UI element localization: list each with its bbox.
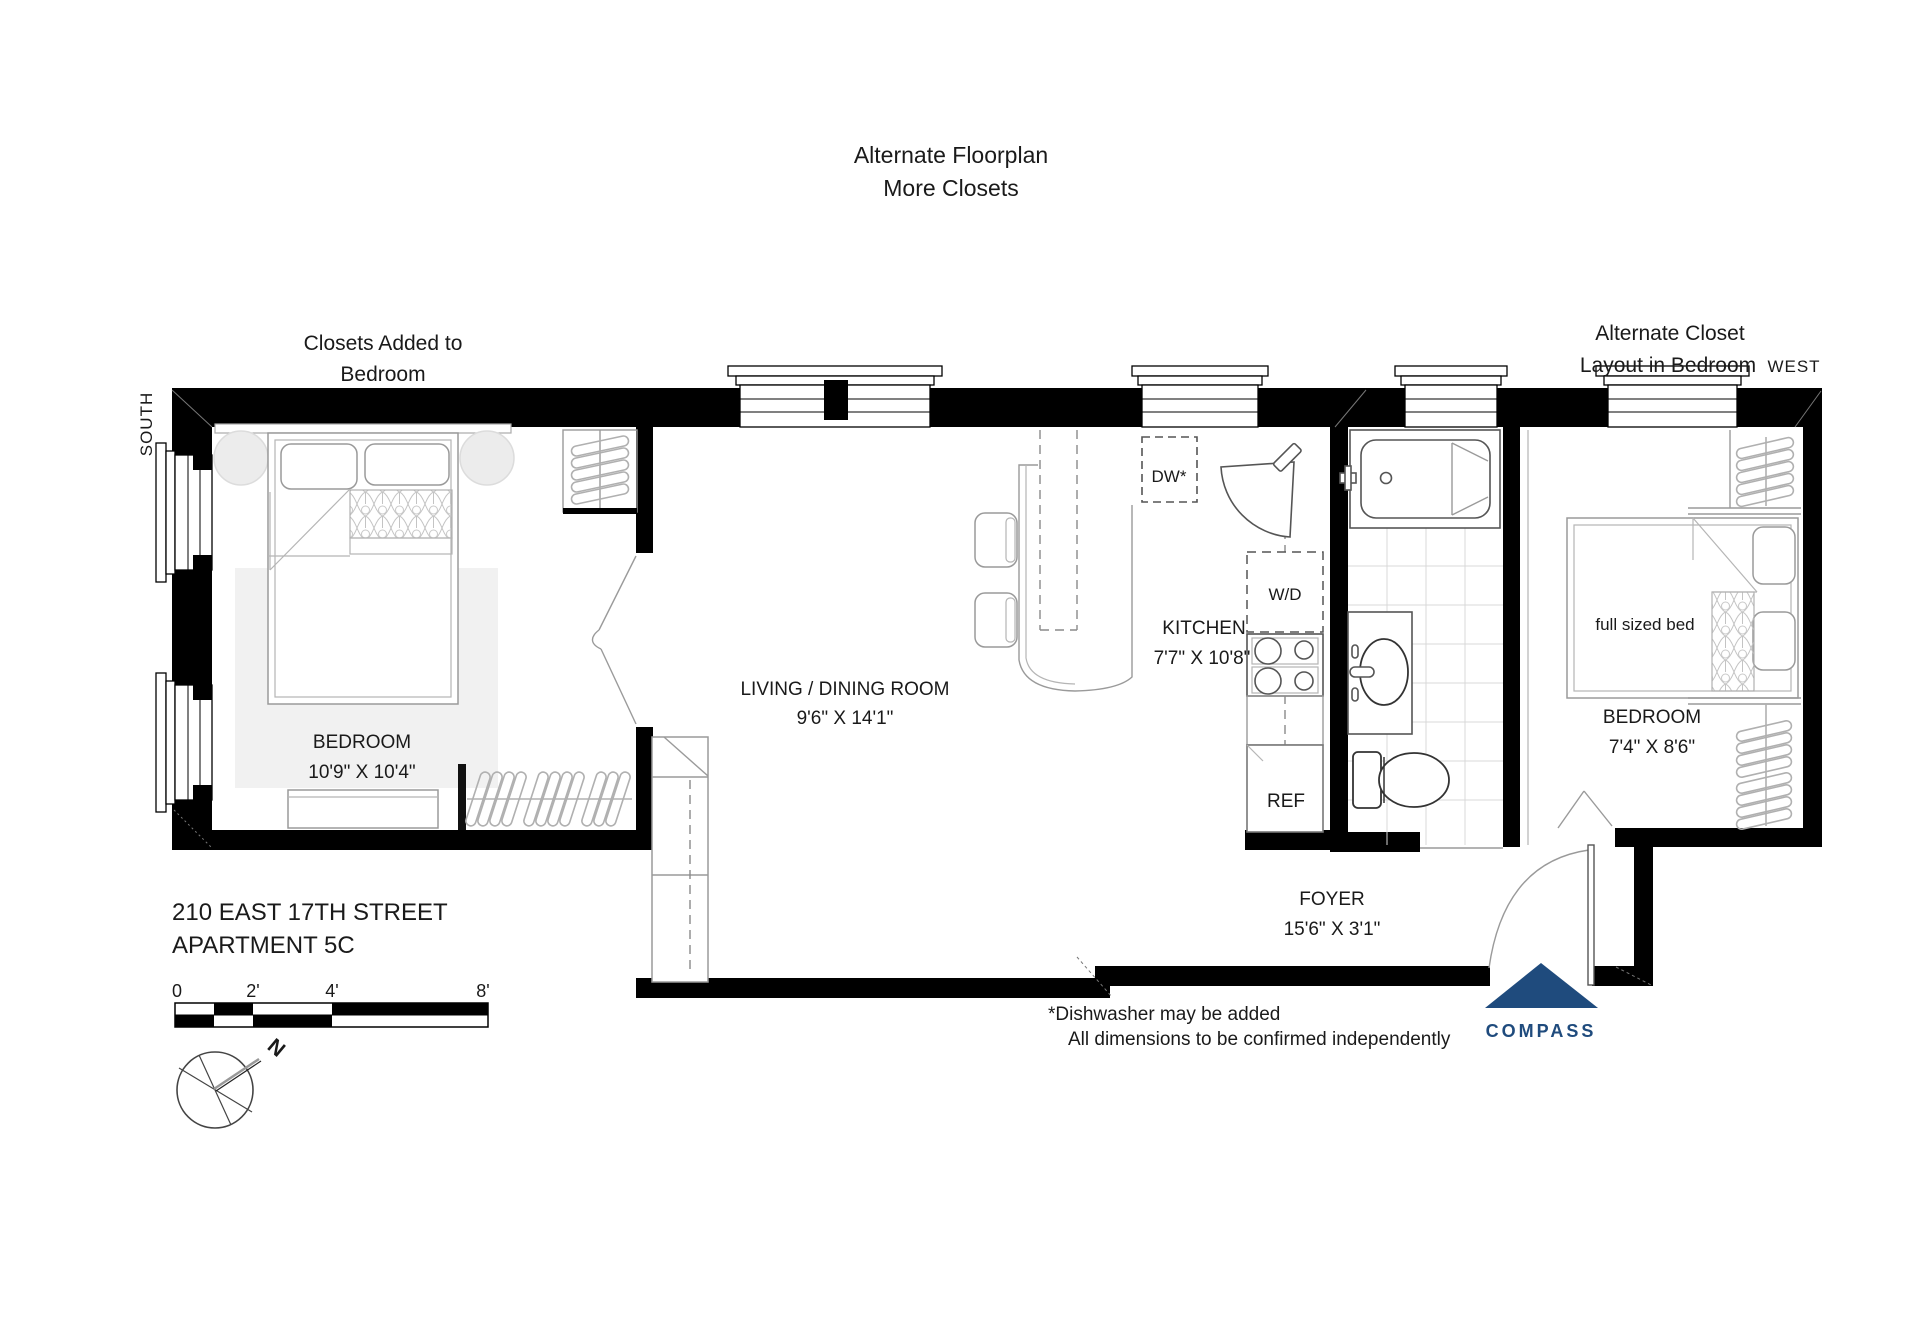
window-icon: [156, 443, 212, 582]
dishwasher-box: [1142, 437, 1197, 502]
bedroom-right-furniture: [1528, 430, 1801, 845]
stool-icon: [975, 513, 1017, 567]
west-label: WEST: [1767, 357, 1821, 376]
headboard-shelf: [215, 424, 511, 433]
bed-size-note: full sized bed: [1595, 615, 1695, 634]
closets-added-note-line2: Bedroom: [340, 363, 426, 386]
north-label: N: [262, 1034, 290, 1062]
scale-tick-4: 4': [325, 981, 339, 1001]
door-swing-icon: [592, 556, 636, 724]
room-dims-bedroom-right: 7'4" X 8'6": [1608, 737, 1696, 758]
closet-hangers: [1688, 698, 1801, 830]
room-dims-living: 9'6" X 14'1": [796, 708, 894, 729]
page-title-line2: More Closets: [883, 175, 1019, 201]
room-label-foyer: FOYER: [1299, 889, 1365, 910]
closet-hangers: [563, 430, 637, 514]
room-label-kitchen: KITCHEN: [1162, 618, 1246, 639]
room-dims-foyer: 15'6" X 3'1": [1283, 919, 1381, 940]
room-dims-kitchen: 7'7" X 10'8": [1153, 648, 1251, 669]
refrigerator-box: [1247, 745, 1323, 832]
nightstand-icon: [214, 431, 268, 485]
toilet-icon: [1353, 752, 1449, 808]
bathroom-fixtures: [1340, 430, 1503, 848]
bedroom-left-furniture: [214, 424, 637, 830]
washer-dryer-label: W/D: [1268, 585, 1302, 604]
alternate-closet-note-line2: Layout in Bedroom: [1579, 354, 1757, 377]
bathroom-sink-icon: [1348, 612, 1412, 734]
south-label: SOUTH: [137, 391, 156, 457]
door-swing-icon: [1558, 791, 1612, 828]
counter-peninsula: [1019, 430, 1132, 691]
scale-tick-2: 2': [246, 981, 260, 1001]
room-label-living: LIVING / DINING ROOM: [740, 679, 950, 700]
window-icon: [156, 673, 212, 812]
note-line2: All dimensions to be confirmed independently: [1068, 1029, 1451, 1050]
living-room-furniture: [652, 513, 1017, 982]
cabinet-icon: [652, 737, 708, 982]
alternate-closet-note-line1: Alternate Closet: [1595, 322, 1745, 345]
closets-added-note-line1: Closets Added to: [303, 332, 463, 355]
room-dims-bedroom-left: 10'9" X 10'4": [308, 762, 416, 783]
page-title-line1: Alternate Floorplan: [853, 142, 1049, 168]
nightstand-icon: [460, 431, 514, 485]
scale-bar: [172, 981, 490, 1027]
scale-tick-8: 8': [476, 981, 490, 1001]
bed-icon: [1567, 518, 1798, 698]
window-icon: [728, 366, 942, 427]
address-line2: APARTMENT 5C: [172, 932, 355, 959]
compass-rose-icon: [177, 1034, 289, 1128]
hanger-icon: [1736, 437, 1795, 508]
compass-logo-text: COMPASS: [1485, 1021, 1597, 1041]
stove-icon: [1247, 634, 1323, 696]
dishwasher-label: DW*: [1151, 467, 1187, 486]
scale-tick-0: 0: [171, 981, 183, 1001]
window-icon: [1395, 366, 1507, 427]
address-line1: 210 EAST 17TH STREET: [172, 899, 448, 926]
stool-icon: [975, 593, 1017, 647]
compass-logo: [1485, 963, 1598, 1041]
bed-icon: [268, 433, 458, 704]
washer-dryer-box: [1247, 552, 1323, 632]
compass-logo-mark: [1485, 963, 1598, 1008]
door-arc-icon: [1489, 850, 1589, 968]
bathtub-icon: [1340, 430, 1500, 528]
room-label-bedroom-left: BEDROOM: [312, 732, 412, 753]
hanger-icon: [1736, 720, 1793, 830]
closet-hangers: [1688, 430, 1801, 514]
door-leaf: [1588, 845, 1594, 985]
room-label-bedroom-right: BEDROOM: [1602, 707, 1702, 728]
note-line1: *Dishwasher may be added: [1048, 1004, 1281, 1025]
window-icon: [1132, 366, 1268, 427]
dresser: [288, 790, 438, 828]
kitchen-sink-icon: [1221, 443, 1302, 537]
refrigerator-label: REF: [1267, 791, 1305, 812]
